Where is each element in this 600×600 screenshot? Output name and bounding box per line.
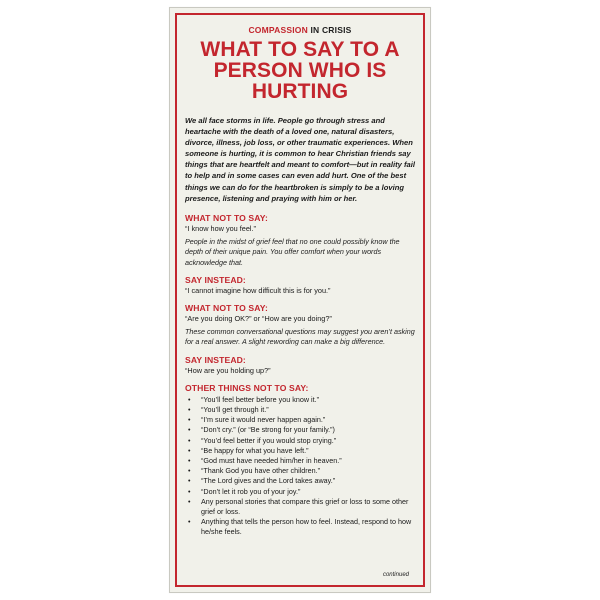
section-heading-other-things: OTHER THINGS NOT TO SAY: [185,382,309,393]
section-heading-what-not-to-say-1: WHAT NOT TO SAY: [185,212,268,223]
pamphlet-content [185,25,415,538]
list-item: • “God must have needed him/her in heaven.” [185,456,415,466]
section-heading-say-instead-1: SAY INSTEAD: [185,274,246,285]
list-item: • “You’d feel better if you would stop crying.” [185,436,415,446]
list-item: • Anything that tells the person how to feel. Instead, respond to how he/she feels. [185,517,415,537]
continued-label: continued [382,572,409,578]
title-line-2: PERSON WHO IS HURTING [213,59,387,103]
list-item: • Any personal stories that compare this grief or loss to some other grief or loss. [185,497,415,517]
list-item: • “Thank God you have other children.” [185,466,415,476]
quote-3: “Are you doing OK?” or “How are you doing?” [185,313,332,323]
pamphlet-card [169,7,431,593]
page-title [185,39,415,102]
quote-2: “I cannot imagine how difficult this is for you.” [185,285,331,295]
intro-paragraph: We all face storms in life. People go through stress and heartache with the death of a loved one, natural disasters, divorce, illness, job loss, or other traumatic experiences. When someone is hurting, it is common to hear Christian friends say things that are heartfelt and meant to comfort—but in reality fail to help and in some cases can even add hurt. One of the best things we can do for the heartbroken is simply to be a loving presence, listening and praying with him or her. [185,116,415,203]
kicker-word-2: IN CRISIS [310,25,352,35]
list-item: • “Be happy for what you have left.” [185,446,415,456]
section-heading-say-instead-2: SAY INSTEAD: [185,354,246,365]
list-item: • “Don’t cry.” (or “Be strong for your family.”) [185,425,415,435]
list-item: • “You’ll get through it.” [185,405,415,415]
kicker-word-1: COMPASSION [248,25,308,35]
list-item: • “Don’t let it rob you of your joy.” [185,487,415,497]
note-3: These common conversational questions may suggest you aren’t asking for a real answer. A slight rewording can make a big difference. [185,326,415,347]
title-line-1: WHAT TO SAY TO A [200,38,400,61]
list-item: • “The Lord gives and the Lord takes away.” [185,476,415,486]
list-item: • “You’ll feel better before you know it.” [185,395,415,405]
quote-1: “I know how you feel.” [185,223,256,233]
quote-4: “How are you holding up?” [185,365,271,375]
other-things-list [185,395,415,538]
series-kicker [185,25,415,35]
list-item: • “I’m sure it would never happen again.” [185,415,415,425]
note-1: People in the midst of grief feel that no one could possibly know the depth of their unique pain. You offer comfort when your words acknowledge that. [185,236,400,267]
section-heading-what-not-to-say-2: WHAT NOT TO SAY: [185,302,268,313]
